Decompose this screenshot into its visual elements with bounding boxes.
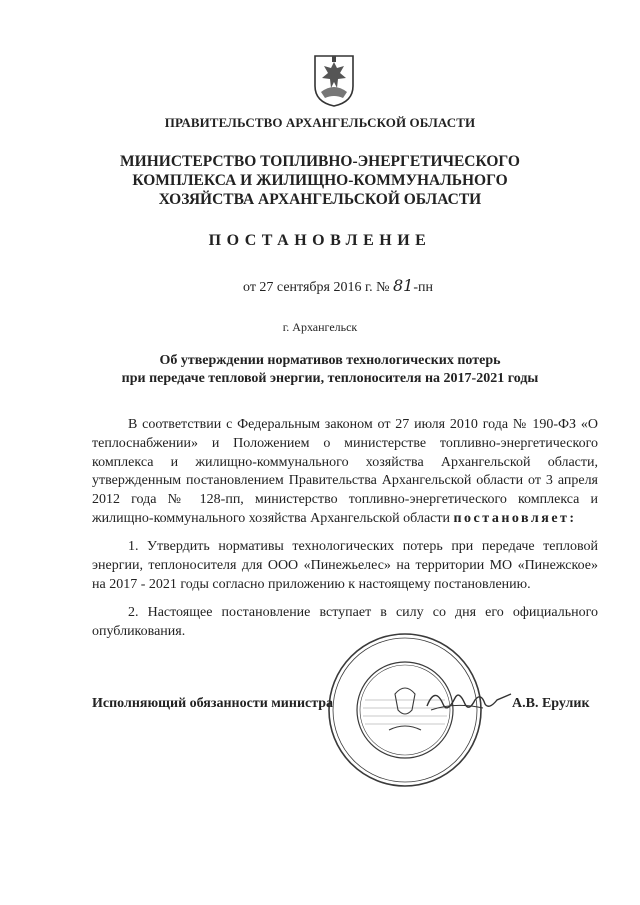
subject-line: Об утверждении нормативов технологических потерь bbox=[159, 353, 501, 368]
document-subject bbox=[80, 352, 580, 388]
ministry-line: КОМПЛЕКСА И ЖИЛИЩНО-КОММУНАЛЬНОГО bbox=[132, 172, 508, 189]
preamble-paragraph bbox=[92, 416, 598, 529]
subject-line: при передаче тепловой энергии, теплоносителя на 2017-2021 годы bbox=[121, 371, 539, 386]
signatory-name: А.В. Ерулик bbox=[512, 696, 590, 711]
ministry-line: ХОЗЯЙСТВА АРХАНГЕЛЬСКОЙ ОБЛАСТИ bbox=[158, 191, 482, 208]
date-prefix: от 27 сентября 2016 г. № bbox=[243, 280, 390, 295]
clause-2: 2. Настоящее постановление вступает в силу со дня его официального опубликования. bbox=[92, 605, 598, 639]
resolves-word: постановляет: bbox=[453, 510, 577, 526]
preamble-text: В соответствии с Федеральным законом от 27 июля 2010 года № 190-ФЗ «О теплоснабжении» и Положением о министерстве топливно-энергетического комплекса и жилищно-коммунального хозяйства Архангельской области, утвержденным постановлением Правительства Архангельской области от 3 апреля 2012 года № 128-пп, министерство топливно-энергетического комплекса и жилищно-коммунального хозяйства Архангельской области bbox=[92, 417, 598, 526]
date-line bbox=[243, 276, 433, 296]
handwritten-signature bbox=[425, 680, 515, 720]
government-title: ПРАВИТЕЛЬСТВО АРХАНГЕЛЬСКОЙ ОБЛАСТИ bbox=[164, 115, 476, 130]
document-number: 81 bbox=[392, 276, 414, 295]
ministry-line: МИНИСТЕРСТВО ТОПЛИВНО-ЭНЕРГЕТИЧЕСКОГО bbox=[120, 153, 520, 170]
number-suffix: -пн bbox=[413, 280, 433, 295]
document-type: ПОСТАНОВЛЕНИЕ bbox=[208, 232, 432, 249]
ministry-title bbox=[0, 152, 640, 209]
coat-of-arms-icon bbox=[313, 52, 355, 108]
city: г. Архангельск bbox=[282, 320, 358, 334]
clause-1: 1. Утвердить нормативы технологических потерь при передаче тепловой энергии, теплоносителя для ООО «Пинежьелес» на территории МО «Пинежское» на 2017 - 2021 годы согласно приложению к настоящему постановлению. bbox=[92, 539, 598, 592]
signatory-position: Исполняющий обязанности министра bbox=[92, 696, 334, 711]
